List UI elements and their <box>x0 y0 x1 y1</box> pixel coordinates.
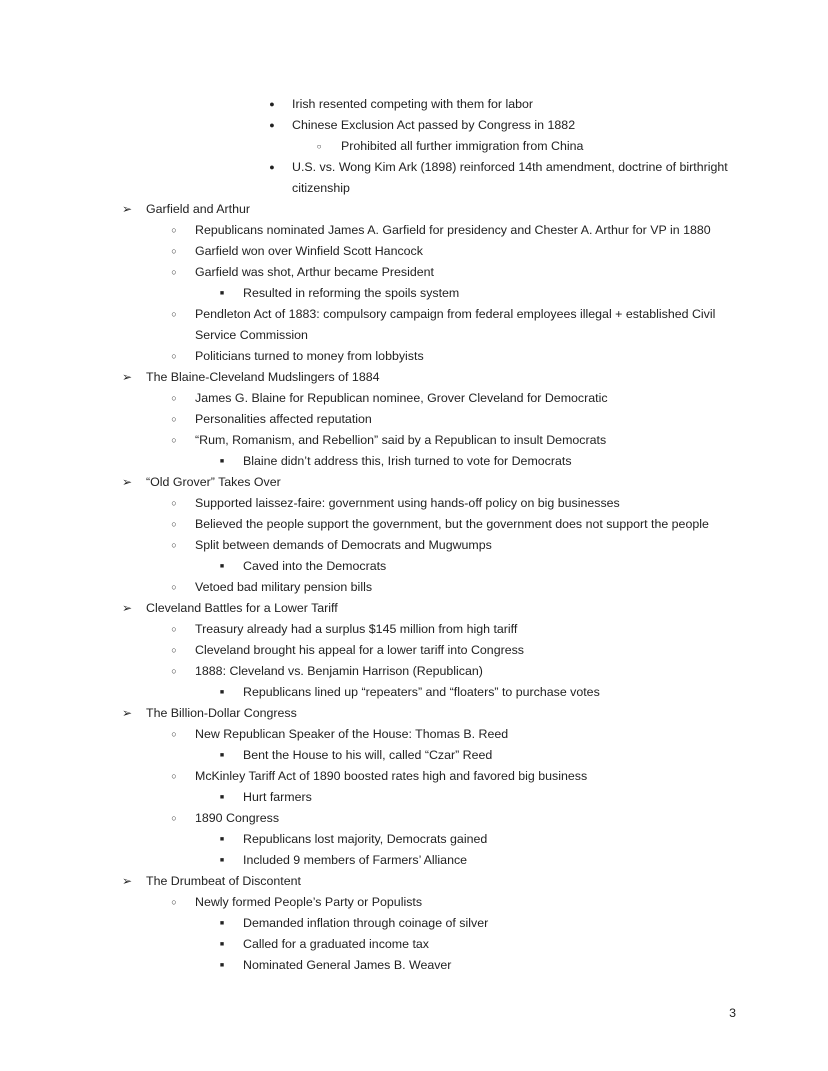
arrow-bullet-icon: ➢ <box>121 706 133 720</box>
list-item-text: Irish resented competing with them for labor <box>292 97 534 111</box>
hollow-circle-bullet-icon: ○ <box>171 771 177 781</box>
list-item-text: Supported laissez-faire: government using hands-off policy on big businesses <box>195 496 620 510</box>
list-item-text: Newly formed People’s Party or Populists <box>195 895 423 909</box>
section-heading-text: Cleveland Battles for a Lower Tariff <box>146 601 338 615</box>
square-bullet-icon: ■ <box>219 941 225 948</box>
list-item-text: Republicans lined up “repeaters” and “floaters” to purchase votes <box>243 685 600 699</box>
list-item-text: Resulted in reforming the spoils system <box>243 286 460 300</box>
list-item <box>0 640 828 661</box>
list-item <box>0 346 828 367</box>
list-item <box>0 682 828 703</box>
list-item-text: 1888: Cleveland vs. Benjamin Harrison (Republican) <box>195 664 483 678</box>
list-item-text: Included 9 members of Farmers’ Alliance <box>243 853 468 867</box>
hollow-circle-bullet-icon: ○ <box>171 729 177 739</box>
list-item-text: Garfield was shot, Arthur became President <box>195 265 434 279</box>
list-item-text: Personalities affected reputation <box>195 412 372 426</box>
list-item-text: McKinley Tariff Act of 1890 boosted rates high and favored big business <box>195 769 588 783</box>
arrow-bullet-icon: ➢ <box>121 475 133 489</box>
list-item <box>0 514 828 535</box>
list-item <box>0 913 828 934</box>
list-item <box>0 787 828 808</box>
section-heading <box>0 871 828 892</box>
list-item-text: Caved into the Democrats <box>243 559 387 573</box>
list-item <box>0 745 828 766</box>
list-item-text: Service Commission <box>195 328 308 342</box>
hollow-circle-bullet-icon: ○ <box>171 624 177 634</box>
section-heading <box>0 598 828 619</box>
hollow-circle-bullet-icon: ○ <box>171 225 177 235</box>
list-item-text: James G. Blaine for Republican nominee, Grover Cleveland for Democratic <box>195 391 608 405</box>
list-item <box>0 157 828 178</box>
section-heading <box>0 367 828 388</box>
list-item-text: Pendleton Act of 1883: compulsory campaign from federal employees illegal + established Civil <box>195 307 716 321</box>
list-item-text: Nominated General James B. Weaver <box>243 958 452 972</box>
list-item-text: 1890 Congress <box>195 811 280 825</box>
hollow-circle-bullet-icon: ○ <box>171 645 177 655</box>
list-item <box>0 535 828 556</box>
list-item <box>0 136 828 157</box>
list-item <box>0 829 828 850</box>
arrow-bullet-icon: ➢ <box>121 370 133 384</box>
hollow-circle-bullet-icon: ○ <box>171 246 177 256</box>
list-item <box>0 115 828 136</box>
section-heading-text: The Blaine-Cleveland Mudslingers of 1884 <box>146 370 380 384</box>
hollow-circle-bullet-icon: ○ <box>171 582 177 592</box>
list-item <box>0 661 828 682</box>
list-item <box>0 94 828 115</box>
hollow-circle-bullet-icon: ○ <box>171 519 177 529</box>
list-item-text: Demanded inflation through coinage of silver <box>243 916 489 930</box>
list-item <box>0 619 828 640</box>
hollow-circle-bullet-icon: ○ <box>171 351 177 361</box>
filled-dot-bullet-icon: ● <box>269 162 275 172</box>
list-item-text: Prohibited all further immigration from China <box>341 139 584 153</box>
square-bullet-icon: ■ <box>219 752 225 759</box>
square-bullet-icon: ■ <box>219 857 225 864</box>
section-heading-text: The Drumbeat of Discontent <box>146 874 301 888</box>
list-item <box>0 304 828 325</box>
page-number: 3 <box>729 1006 736 1020</box>
list-item-text: Treasury already had a surplus $145 million from high tariff <box>195 622 518 636</box>
section-heading-text: “Old Grover” Takes Over <box>146 475 281 489</box>
list-item <box>0 220 828 241</box>
list-item-text: Republicans nominated James A. Garfield for presidency and Chester A. Arthur for VP in 1880 <box>195 223 711 237</box>
square-bullet-icon: ■ <box>219 458 225 465</box>
list-item <box>0 430 828 451</box>
square-bullet-icon: ■ <box>219 563 225 570</box>
square-bullet-icon: ■ <box>219 794 225 801</box>
arrow-bullet-icon: ➢ <box>121 874 133 888</box>
hollow-circle-bullet-icon: ○ <box>171 267 177 277</box>
list-item-text: Vetoed bad military pension bills <box>195 580 373 594</box>
hollow-circle-bullet-icon: ○ <box>171 813 177 823</box>
list-item <box>0 556 828 577</box>
list-item-text: Called for a graduated income tax <box>243 937 429 951</box>
list-item <box>0 808 828 829</box>
list-item-continuation <box>0 178 828 199</box>
list-item-text: “Rum, Romanism, and Rebellion” said by a Republican to insult Democrats <box>195 433 607 447</box>
list-item-text: Blaine didn’t address this, Irish turned to vote for Democrats <box>243 454 572 468</box>
list-item-text: Cleveland brought his appeal for a lower tariff into Congress <box>195 643 524 657</box>
list-item-text: Garfield won over Winfield Scott Hancock <box>195 244 423 258</box>
hollow-circle-bullet-icon: ○ <box>171 414 177 424</box>
hollow-circle-bullet-icon: ○ <box>171 666 177 676</box>
filled-dot-bullet-icon: ● <box>269 120 275 130</box>
list-item <box>0 955 828 976</box>
section-heading <box>0 199 828 220</box>
hollow-circle-bullet-icon: ○ <box>171 309 177 319</box>
list-item-text: Split between demands of Democrats and Mugwumps <box>195 538 492 552</box>
list-item-text: Believed the people support the government, but the government does not support the people <box>195 517 709 531</box>
list-item <box>0 850 828 871</box>
hollow-circle-bullet-icon: ○ <box>171 435 177 445</box>
list-item <box>0 409 828 430</box>
square-bullet-icon: ■ <box>219 962 225 969</box>
list-item-text: Chinese Exclusion Act passed by Congress in 1882 <box>292 118 576 132</box>
list-item <box>0 283 828 304</box>
list-item-text: U.S. vs. Wong Kim Ark (1898) reinforced 14th amendment, doctrine of birthright <box>292 160 728 174</box>
list-item-text: Republicans lost majority, Democrats gained <box>243 832 488 846</box>
section-heading-text: The Billion-Dollar Congress <box>146 706 297 720</box>
list-item <box>0 493 828 514</box>
list-item <box>0 766 828 787</box>
list-item-text: New Republican Speaker of the House: Thomas B. Reed <box>195 727 509 741</box>
hollow-circle-bullet-icon: ○ <box>171 897 177 907</box>
list-item-text: citizenship <box>292 181 350 195</box>
hollow-circle-bullet-icon: ○ <box>171 498 177 508</box>
section-heading <box>0 472 828 493</box>
list-item <box>0 934 828 955</box>
list-item <box>0 388 828 409</box>
list-item-text: Bent the House to his will, called “Czar” Reed <box>243 748 493 762</box>
list-item-text: Hurt farmers <box>243 790 312 804</box>
section-heading <box>0 703 828 724</box>
arrow-bullet-icon: ➢ <box>121 202 133 216</box>
section-heading-text: Garfield and Arthur <box>146 202 251 216</box>
filled-dot-bullet-icon: ● <box>269 99 275 109</box>
list-item <box>0 451 828 472</box>
list-item-text: Politicians turned to money from lobbyists <box>195 349 424 363</box>
list-item <box>0 262 828 283</box>
square-bullet-icon: ■ <box>219 920 225 927</box>
list-item-continuation <box>0 325 828 346</box>
hollow-circle-bullet-icon: ○ <box>171 540 177 550</box>
square-bullet-icon: ■ <box>219 290 225 297</box>
arrow-bullet-icon: ➢ <box>121 601 133 615</box>
list-item <box>0 577 828 598</box>
list-item <box>0 241 828 262</box>
list-item <box>0 724 828 745</box>
square-bullet-icon: ■ <box>219 836 225 843</box>
square-bullet-icon: ■ <box>219 689 225 696</box>
hollow-circle-bullet-icon: ○ <box>171 393 177 403</box>
hollow-circle-bullet-icon: ○ <box>316 142 322 151</box>
list-item <box>0 892 828 913</box>
